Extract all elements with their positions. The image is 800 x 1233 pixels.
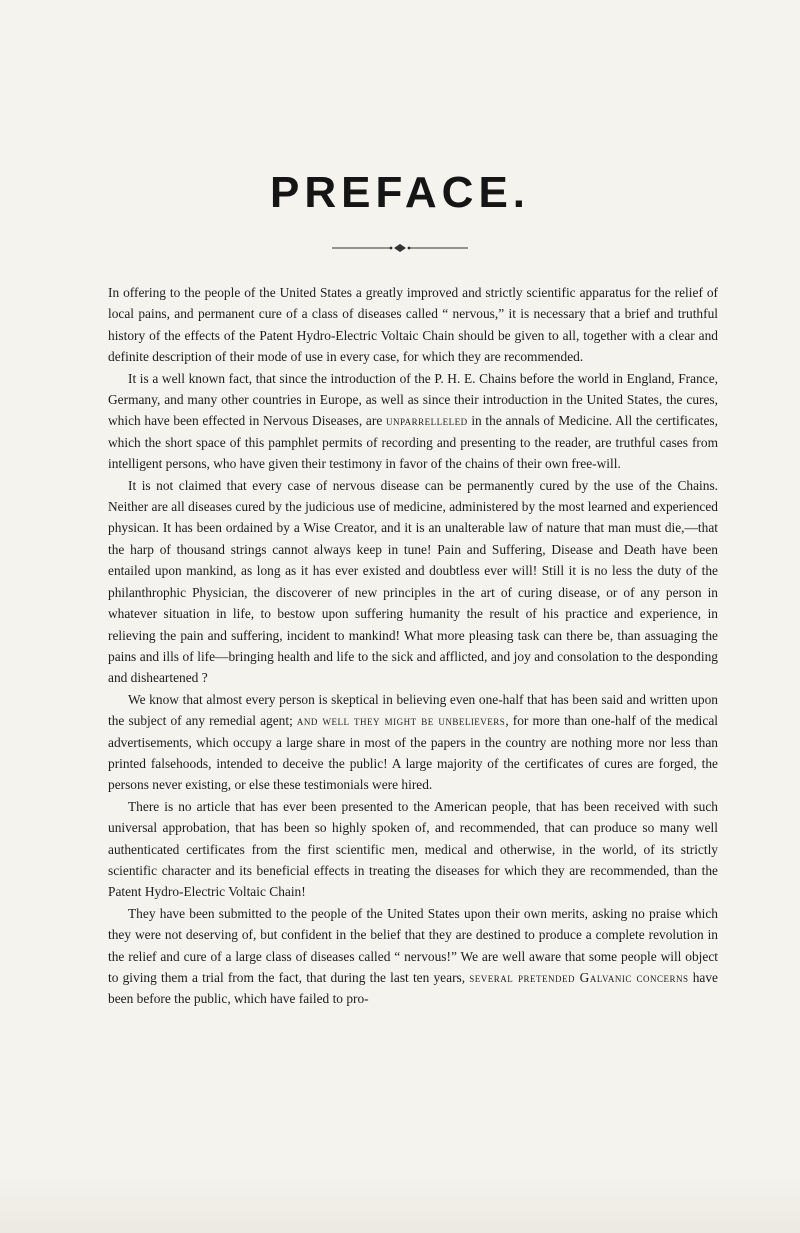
paragraph (108, 903, 718, 1010)
paragraph-text: in the annals of Medicine. All the certificates, which the short space of this pamphlet permits of recording and presenting to the reader, are truthful cases from intelligent persons, who have given their testimony in favor of the chains of their own free-will. (108, 413, 718, 472)
paragraph-text: It is not claimed that every case of nervous disease can be permanently cured by the use of the Chains. Neither are all diseases cured by the judicious use of medicine, administered by the most learned and experienced physican. It has been ordained by a Wise Creator, and it is an unalterable law of nature that man must die,—that the harp of thousand strings cannot always keep in tune! Pain and Suffering, Disease and Death have been entailed upon mankind, as long as it has ever existed and doubtless ever will! Still it is no less the duty of the philanthrophic Physician, the discoverer of new principles in the art of curing disease, or of any person in whatever situation in life, to bestow upon suffering humanity the result of his practice and experience, in relieving the pain and suffering, incident to mankind! What more pleasing task can there be, than assuaging the pains and ills of life—bringing health and life to the sick and afflicted, and joy and consolation to the desponding and disheartened ? (108, 477, 718, 686)
small-caps-text: unparrelleled (385, 413, 468, 429)
preface-body (108, 282, 718, 1010)
paragraph (108, 689, 718, 796)
paragraph (108, 282, 718, 368)
paragraph (108, 475, 718, 689)
small-caps-text: and well they might be unbelievers (296, 713, 506, 729)
small-caps-text: several pretended Galvanic concerns (469, 970, 689, 985)
paragraph (108, 368, 718, 475)
paragraph-text: It is a well known fact, that since the introduction of the P. H. E. Chains before the world in England, France, Germany, and many other countries in Europe, as well as since their introduction in the United States, the cures, which have been effected in Nervous Diseases, are (108, 370, 718, 429)
page-edge-shadow (0, 1173, 800, 1233)
paragraph-text: have been before the public, which have failed to pro- (108, 970, 718, 1007)
paragraph-text: They have been submitted to the people of the United States upon their own merits, asking no praise which they were not deserving of, but confident in the belief that they are destined to produce a complete revolution in the relief and cure of a large class of diseases called “ nervous!” We are well aware that some people will object to giving them a trial from the fact, that during the last ten years, (108, 905, 718, 985)
ornamental-rule (330, 242, 470, 254)
paragraph-text: , for more than one-half of the medical advertisements, which occupy a large share in most of the papers in the country are nothing more nor less than printed falsehoods, intended to deceive the public! A large majority of the certificates of cures are forged, the persons never existing, or else these testimonials were hired. (108, 713, 718, 793)
paragraph-text: We know that almost every person is skeptical in believing even one-half that has been said and written upon the subject of any remedial agent; (108, 691, 718, 729)
page-title: PREFACE. (269, 168, 531, 217)
paragraph-text: In offering to the people of the United States a greatly improved and strictly scientific apparatus for the relief of local pains, and permanent cure of a class of diseases called “ nervous,” it is necessary that a brief and truthful history of the effects of the Patent Hydro-Electric Voltaic Chain should be given to all, together with a clear and definite description of their mode of use in every case, for which they are recommended. (108, 285, 718, 365)
paragraph-text: There is no article that has ever been presented to the American people, that has been received with such universal approbation, that has been so highly spoken of, and recommended, that can produce so many well authenticated certificates from the first scientific men, medical and otherwise, in the world, of its strictly scientific character and its beneficial effects in treating the diseases for which they are recommended, than the Patent Hydro-Electric Voltaic Chain! (108, 798, 718, 900)
paragraph (108, 796, 718, 903)
divider-ornament-icon (330, 242, 470, 254)
